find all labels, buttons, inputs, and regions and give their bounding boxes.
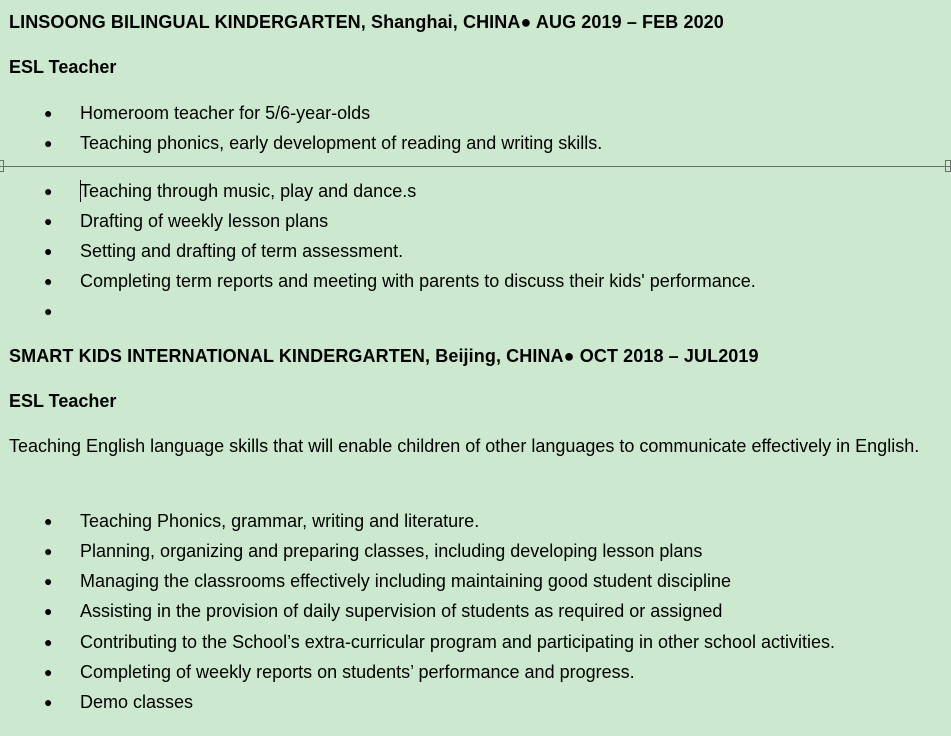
bullet-glyph: ● [44,603,53,619]
job2-bullet-5: Contributing to the School’s extra-curricular program and participating in other school activities. [80,632,836,652]
job2-bullet-6: Completing of weekly reports on students’ performance and progress. [80,662,635,682]
job2-dates: OCT 2018 – JUL2019 [574,346,759,366]
bullet-glyph: ● [44,543,53,559]
bullet-glyph: ● [44,273,53,289]
job1-location: Shanghai, CHINA [365,12,521,32]
page-break-left-marker [0,160,4,172]
bullet-glyph: ● [44,243,53,259]
job1-dates: AUG 2019 – FEB 2020 [531,12,724,32]
bullet-glyph: ● [44,105,53,121]
bullet-glyph: ● [44,513,53,529]
bullet-glyph: ● [44,694,53,710]
job2-role: ESL Teacher [9,391,117,411]
job1-role: ESL Teacher [9,57,117,77]
job1-bullet-6: Completing term reports and meeting with parents to discuss their kids' performance. [80,271,756,291]
job2-summary: Teaching English language skills that will enable children of other languages to communicate effectively in English. [9,436,920,456]
bullet-glyph: ● [44,183,53,199]
bullet-glyph: ● [44,634,53,650]
bullet-glyph: ● [44,573,53,589]
job1-bullet-3[interactable]: Teaching through music, play and dance.s [80,181,417,201]
job2-employer: SMART KIDS INTERNATIONAL KINDERGARTEN, [9,346,431,366]
job1-separator: ● [520,12,532,32]
bullet-glyph: ● [44,213,53,229]
job1-bullet-5: Setting and drafting of term assessment. [80,241,404,261]
page-break-right-marker [945,160,951,172]
job2-separator: ● [563,346,575,366]
job2-bullet-4: Assisting in the provision of daily supervision of students as required or assigned [80,601,723,621]
job1-bullet-1: Homeroom teacher for 5/6-year-olds [80,103,371,123]
bullet-glyph: ● [44,664,53,680]
job1-heading [9,11,724,33]
page-break-line [0,166,951,167]
job2-bullet-1: Teaching Phonics, grammar, writing and literature. [80,511,480,531]
job1-employer: LINSOONG BILINGUAL KINDERGARTEN, [9,12,366,32]
job1-bullet-2: Teaching phonics, early development of reading and writing skills. [80,133,603,153]
bullet-glyph: ● [44,135,53,151]
job2-bullet-3: Managing the classrooms effectively including maintaining good student discipline [80,571,732,591]
job2-location: Beijing, CHINA [430,346,564,366]
job1-bullet-4: Drafting of weekly lesson plans [80,211,329,231]
bullet-glyph: ● [44,303,53,319]
job2-heading [9,345,759,367]
job2-bullet-2: Planning, organizing and preparing classes, including developing lesson plans [80,541,703,561]
job2-bullet-7: Demo classes [80,692,194,712]
